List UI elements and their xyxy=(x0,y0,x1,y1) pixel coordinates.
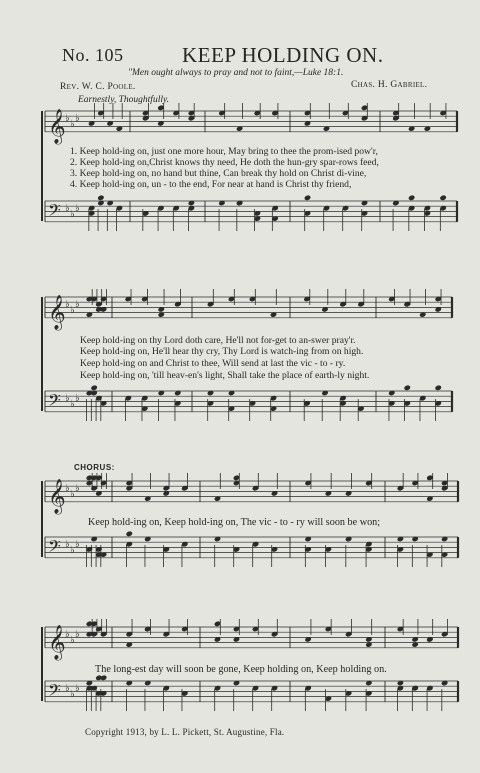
flat-icon: ♭ xyxy=(75,393,80,404)
notehead xyxy=(408,195,415,201)
flat-icon: ♭ xyxy=(75,539,80,550)
scripture-reference: "Men ought always to pray and not to faint,—Luke 18:1. xyxy=(128,68,344,78)
verse-4-line-2: Keep hold-ing on, 'till heav-en's light, Shall take the place of earth-ly night. xyxy=(80,370,370,381)
treble-clef-icon: 𝄞 xyxy=(48,294,66,330)
verse-1-line-1: 1. Keep hold-ing on, just one more hour, May bring to thee the prom-ised pow'r, xyxy=(70,146,378,157)
flat-icon: ♭ xyxy=(70,689,75,700)
copyright-notice: Copyright 1913, by L. L. Pickett, St. Augustine, Fla. xyxy=(85,727,285,737)
hymn-number: No. 105 xyxy=(62,45,124,65)
flat-icon: ♭ xyxy=(75,203,80,214)
tempo-marking: Earnestly, Thoughtfully. xyxy=(78,95,170,105)
verse-4-line-1: 4. Keep hold-ing on, un - to the end, For near at hand is Christ thy friend, xyxy=(70,179,352,190)
verse-3-line-1: 3. Keep hold-ing on, no hand but thine, Can break thy hold on Christ di-vine, xyxy=(70,168,367,179)
flat-icon: ♭ xyxy=(75,629,80,640)
flat-icon: ♭ xyxy=(75,483,80,494)
bass-clef-icon: 𝄢 xyxy=(48,679,61,704)
chorus-line-2: The long-est day will soon be gone, Keep holding on, Keep holding on. xyxy=(95,664,387,675)
bass-clef-icon: 𝄢 xyxy=(48,389,61,414)
flat-icon: ♭ xyxy=(70,399,75,410)
flat-icon: ♭ xyxy=(65,483,70,494)
flat-icon: ♭ xyxy=(65,393,70,404)
treble-clef-icon: 𝄞 xyxy=(48,108,66,144)
chorus-label: CHORUS: xyxy=(74,463,115,472)
notehead xyxy=(439,195,446,201)
hymn-title: KEEP HOLDING ON. xyxy=(182,43,384,67)
notehead xyxy=(97,195,104,201)
flat-icon: ♭ xyxy=(75,113,80,124)
verse-3-line-2: Keep hold-ing on and Christ to thee, Will send at last the vic - to - ry. xyxy=(80,358,346,369)
flat-icon: ♭ xyxy=(65,113,70,124)
notehead xyxy=(304,195,311,201)
notehead xyxy=(435,385,442,391)
notehead xyxy=(126,531,133,537)
flat-icon: ♭ xyxy=(65,539,70,550)
flat-icon: ♭ xyxy=(75,683,80,694)
composer-credit: Chas. H. Gabriel. xyxy=(351,80,428,90)
verse-2-line-1: 2. Keep hold-ing on,Christ knows thy need, He doth the hun-gry spar-rows feed, xyxy=(70,157,379,168)
flat-icon: ♭ xyxy=(70,209,75,220)
lyricist-credit: Rev. W. C. Poole. xyxy=(60,82,136,92)
chorus-line-1: Keep hold-ing on, Keep hold-ing on, The vic - to - ry will soon be won; xyxy=(88,517,381,528)
bass-clef-icon: 𝄢 xyxy=(48,199,61,224)
flat-icon: ♭ xyxy=(65,299,70,310)
flat-icon: ♭ xyxy=(70,545,75,556)
notehead xyxy=(404,385,411,391)
verse-2-line-2: Keep hold-ing on, He'll hear thy cry, Thy Lord is watch-ing from on high. xyxy=(80,346,364,357)
treble-clef-icon: 𝄞 xyxy=(48,624,66,660)
notehead xyxy=(90,385,97,391)
bass-clef-icon: 𝄢 xyxy=(48,535,61,560)
treble-clef-icon: 𝄞 xyxy=(48,478,66,514)
flat-icon: ♭ xyxy=(70,635,75,646)
flat-icon: ♭ xyxy=(65,629,70,640)
flat-icon: ♭ xyxy=(70,119,75,130)
flat-icon: ♭ xyxy=(75,299,80,310)
flat-icon: ♭ xyxy=(65,203,70,214)
verse-1-line-2: Keep hold-ing on thy Lord doth care, He'll not for-get to an-swer pray'r. xyxy=(80,335,356,346)
flat-icon: ♭ xyxy=(70,305,75,316)
flat-icon: ♭ xyxy=(65,683,70,694)
notehead xyxy=(100,675,107,681)
flat-icon: ♭ xyxy=(70,489,75,500)
